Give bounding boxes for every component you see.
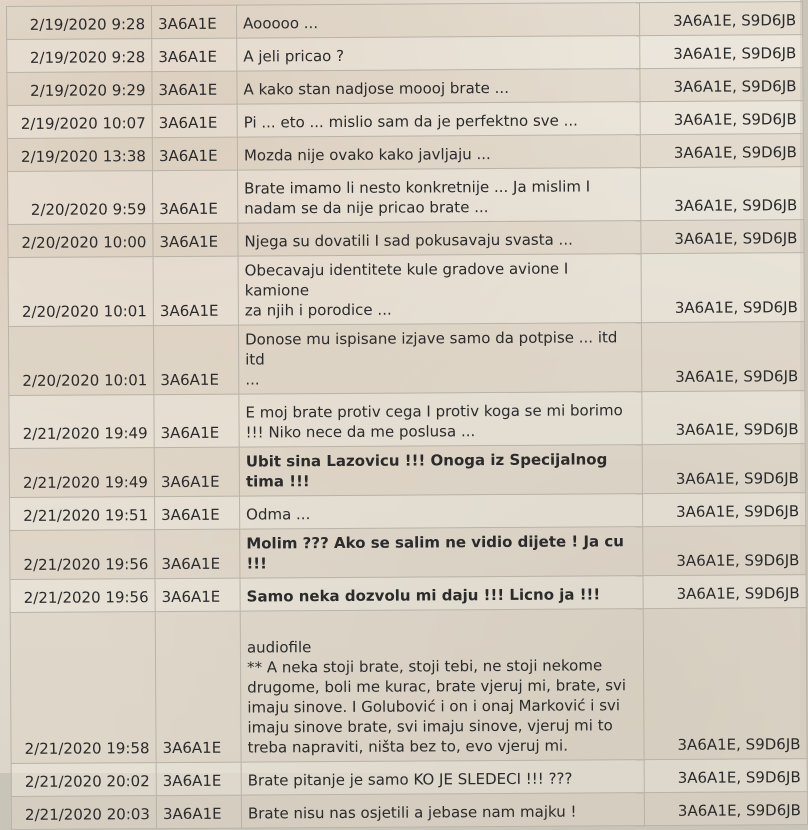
message-row [7, 35, 803, 73]
message-timestamp-cell [10, 612, 156, 764]
message-timestamp-cell [7, 6, 152, 40]
message-timestamp-cell [7, 39, 152, 73]
message-sender-id: 3A6A1E [158, 80, 218, 100]
message-row [11, 759, 807, 797]
message-row [10, 526, 806, 580]
message-sender-id-cell [152, 71, 237, 105]
message-row [7, 101, 803, 139]
message-timestamp: 2/21/2020 19:51 [23, 506, 149, 525]
message-log-table [6, 1, 808, 830]
message-recipients: 3A6A1E, S9D6JB [674, 229, 798, 248]
message-timestamp-cell [11, 763, 156, 797]
message-row [8, 322, 804, 396]
message-recipients-cell [643, 575, 806, 609]
message-text: Obecavaju identitete kule gradove avione I kamione za njih i porodice ... [244, 259, 569, 320]
message-recipients: 3A6A1E, S9D6JB [675, 420, 799, 439]
message-sender-id-cell [152, 38, 237, 72]
message-text-cell [238, 168, 641, 223]
message-recipients-cell [644, 792, 807, 826]
message-recipients-cell [641, 220, 804, 254]
message-text: Aooooo ... [243, 14, 319, 33]
message-recipients: 3A6A1E, S9D6JB [673, 110, 797, 129]
message-timestamp: 2/21/2020 19:56 [23, 588, 149, 607]
message-timestamp: 2/21/2020 20:03 [24, 805, 150, 824]
message-sender-id-cell [153, 223, 238, 257]
message-text: Donose mu ispisane izjave samo da potpise ... itd itd ... [244, 328, 618, 389]
message-sender-id-cell [153, 170, 238, 224]
message-timestamp: 2/19/2020 10:07 [20, 114, 146, 133]
message-sender-id: 3A6A1E [159, 232, 219, 252]
message-recipients: 3A6A1E, S9D6JB [673, 11, 797, 30]
message-text: Brate imamo li nesto konkretnije ... Ja mislim I nadam se da nije pricao brate ... [244, 177, 591, 218]
message-text-cell [240, 576, 643, 611]
message-text: Brate nisu nas osjetili a jebase nam majku ! [247, 802, 577, 823]
message-sender-id-cell [155, 578, 240, 612]
message-recipients: 3A6A1E, S9D6JB [677, 768, 801, 787]
message-text: Odma ... [246, 505, 311, 524]
message-timestamp: 2/20/2020 9:59 [30, 200, 147, 219]
message-text: Samo neka dozvolu mi daju !!! Licno ja !!! [246, 585, 601, 606]
message-sender-id-cell [152, 104, 237, 138]
message-row [10, 608, 807, 764]
message-timestamp-cell [8, 171, 153, 225]
message-recipients: 3A6A1E, S9D6JB [676, 502, 800, 521]
message-recipients: 3A6A1E, S9D6JB [673, 44, 797, 63]
message-text: A kako stan nadjose moooj brate ... [243, 78, 510, 99]
message-sender-id-cell [154, 496, 239, 530]
message-timestamp: 2/21/2020 20:02 [24, 772, 150, 791]
message-sender-id-cell [154, 394, 239, 448]
message-sender-id: 3A6A1E [160, 370, 219, 390]
message-recipients: 3A6A1E, S9D6JB [675, 469, 799, 488]
message-timestamp-cell [9, 448, 154, 498]
message-recipients-cell [640, 68, 803, 102]
message-timestamp: 2/19/2020 13:38 [20, 147, 146, 166]
message-sender-id: 3A6A1E [159, 199, 218, 219]
message-sender-id: 3A6A1E [159, 301, 219, 321]
message-timestamp-cell [7, 105, 152, 139]
message-log-body [7, 2, 808, 830]
message-timestamp: 2/21/2020 19:56 [23, 555, 149, 574]
message-text-cell [240, 527, 643, 578]
message-text-cell [236, 3, 639, 38]
message-sender-id-cell [156, 762, 241, 796]
message-timestamp: 2/19/2020 9:28 [29, 15, 146, 34]
message-timestamp: 2/21/2020 19:49 [22, 473, 148, 492]
message-recipients-cell [643, 526, 806, 576]
message-timestamp-cell [11, 796, 156, 830]
message-timestamp: 2/20/2020 10:01 [22, 371, 148, 390]
message-sender-id-cell [152, 5, 237, 39]
message-text-cell [239, 392, 642, 447]
message-text: Njega su dovatili I sad pokusavaju svasta ... [244, 230, 573, 251]
message-sender-id-cell [155, 611, 241, 763]
message-sender-id: 3A6A1E [162, 804, 222, 824]
message-timestamp: 2/20/2020 10:01 [21, 302, 147, 321]
message-row [10, 575, 806, 613]
message-text-cell [237, 36, 640, 71]
message-timestamp: 2/21/2020 19:49 [22, 424, 148, 443]
message-recipients-cell [642, 493, 805, 527]
message-text-cell [238, 254, 641, 325]
message-row [10, 493, 806, 531]
message-sender-id-cell [156, 795, 241, 829]
message-text: A jeli pricao ? [243, 46, 345, 66]
message-timestamp-cell [8, 326, 153, 396]
message-timestamp: 2/20/2020 10:00 [21, 233, 147, 252]
message-text: Pi ... eto ... mislio sam da je perfektno sve ... [243, 111, 578, 132]
message-timestamp: 2/21/2020 19:58 [24, 739, 150, 758]
message-recipients: 3A6A1E, S9D6JB [673, 77, 797, 96]
message-sender-id-cell [155, 529, 240, 579]
message-recipients: 3A6A1E, S9D6JB [675, 367, 799, 386]
message-text-cell [237, 69, 640, 104]
message-sender-id: 3A6A1E [158, 113, 218, 133]
message-text: Brate pitanje je samo KO JE SLEDECI !!! ??? [247, 769, 573, 790]
message-timestamp-cell [7, 138, 152, 172]
message-sender-id: 3A6A1E [158, 47, 218, 67]
message-text: Ubit sina Lazovicu !!! Onoga iz Specijalnog tima !!! [245, 450, 608, 491]
message-sender-id: 3A6A1E [160, 423, 220, 443]
message-row [7, 134, 803, 172]
message-sender-id: 3A6A1E [161, 554, 221, 574]
message-recipients: 3A6A1E, S9D6JB [677, 801, 801, 820]
message-row [9, 444, 805, 498]
message-row [8, 220, 804, 258]
message-recipients: 3A6A1E, S9D6JB [674, 298, 798, 317]
message-row [11, 792, 807, 830]
message-row [8, 167, 804, 225]
message-timestamp-cell [8, 224, 153, 258]
message-recipients: 3A6A1E, S9D6JB [673, 143, 797, 162]
message-text: audiofile ** A neka stoji brate, stoji tebi, ne stoji nekome drugome, boli me kurac, brate vjeruj mi, brate, svi imaju sinove. I Golubović i on i onaj Marković i svi imaju sinove brate, svi imaju sinove, vjeruj mi to treba napraviti, ništa bez to, evo vjeruj mi. [246, 638, 627, 757]
message-sender-id: 3A6A1E [158, 146, 218, 166]
message-timestamp-cell [7, 72, 152, 106]
message-sender-id: 3A6A1E [162, 738, 222, 758]
message-sender-id-cell [154, 447, 239, 497]
message-row [7, 2, 803, 40]
message-sender-id: 3A6A1E [161, 587, 221, 607]
message-timestamp: 2/19/2020 9:29 [30, 81, 146, 100]
message-sender-id-cell [153, 325, 238, 395]
message-sender-id-cell [153, 256, 238, 326]
message-recipients-cell [641, 253, 804, 323]
message-text: E moj brate protiv cega I protiv koga se mi borimo !!! Niko nece da me poslusa ... [245, 401, 623, 442]
message-recipients-cell [640, 134, 803, 168]
message-timestamp: 2/19/2020 9:28 [29, 48, 146, 67]
message-recipients-cell [640, 35, 803, 69]
message-text: Molim ??? Ako se salim ne vidio dijete ! Ja cu !!! [246, 532, 624, 573]
message-sender-id-cell [152, 137, 237, 171]
message-sender-id: 3A6A1E [162, 771, 222, 791]
message-recipients-cell [640, 101, 803, 135]
message-text-cell [238, 221, 641, 256]
message-timestamp-cell [9, 395, 154, 449]
message-recipients-cell [641, 322, 804, 392]
message-recipients-cell [643, 608, 807, 760]
message-timestamp-cell [10, 579, 155, 613]
message-sender-id: 3A6A1E [158, 14, 217, 34]
message-text-cell [241, 760, 644, 795]
message-row [7, 68, 803, 106]
message-text: Mozda nije ovako kako javljaju ... [243, 145, 491, 165]
message-sender-id: 3A6A1E [160, 472, 220, 492]
message-sender-id: 3A6A1E [161, 505, 220, 525]
message-row [9, 391, 805, 449]
message-recipients: 3A6A1E, S9D6JB [677, 735, 801, 754]
message-recipients-cell [644, 759, 807, 793]
message-timestamp-cell [10, 530, 155, 580]
message-recipients-cell [642, 444, 805, 494]
message-text-cell [240, 609, 644, 762]
message-recipients-cell [639, 2, 802, 36]
message-text-cell [241, 793, 644, 828]
message-text-cell [238, 323, 641, 394]
message-recipients: 3A6A1E, S9D6JB [676, 551, 800, 570]
message-timestamp-cell [8, 257, 153, 327]
message-recipients-cell [640, 167, 803, 221]
message-text-cell [237, 102, 640, 137]
message-recipients: 3A6A1E, S9D6JB [674, 196, 798, 215]
message-text-cell [237, 135, 640, 170]
message-recipients: 3A6A1E, S9D6JB [676, 584, 800, 603]
message-text-cell [239, 494, 642, 529]
message-row [8, 253, 804, 327]
message-text-cell [239, 445, 642, 496]
message-timestamp-cell [10, 497, 155, 531]
message-recipients-cell [642, 391, 805, 445]
